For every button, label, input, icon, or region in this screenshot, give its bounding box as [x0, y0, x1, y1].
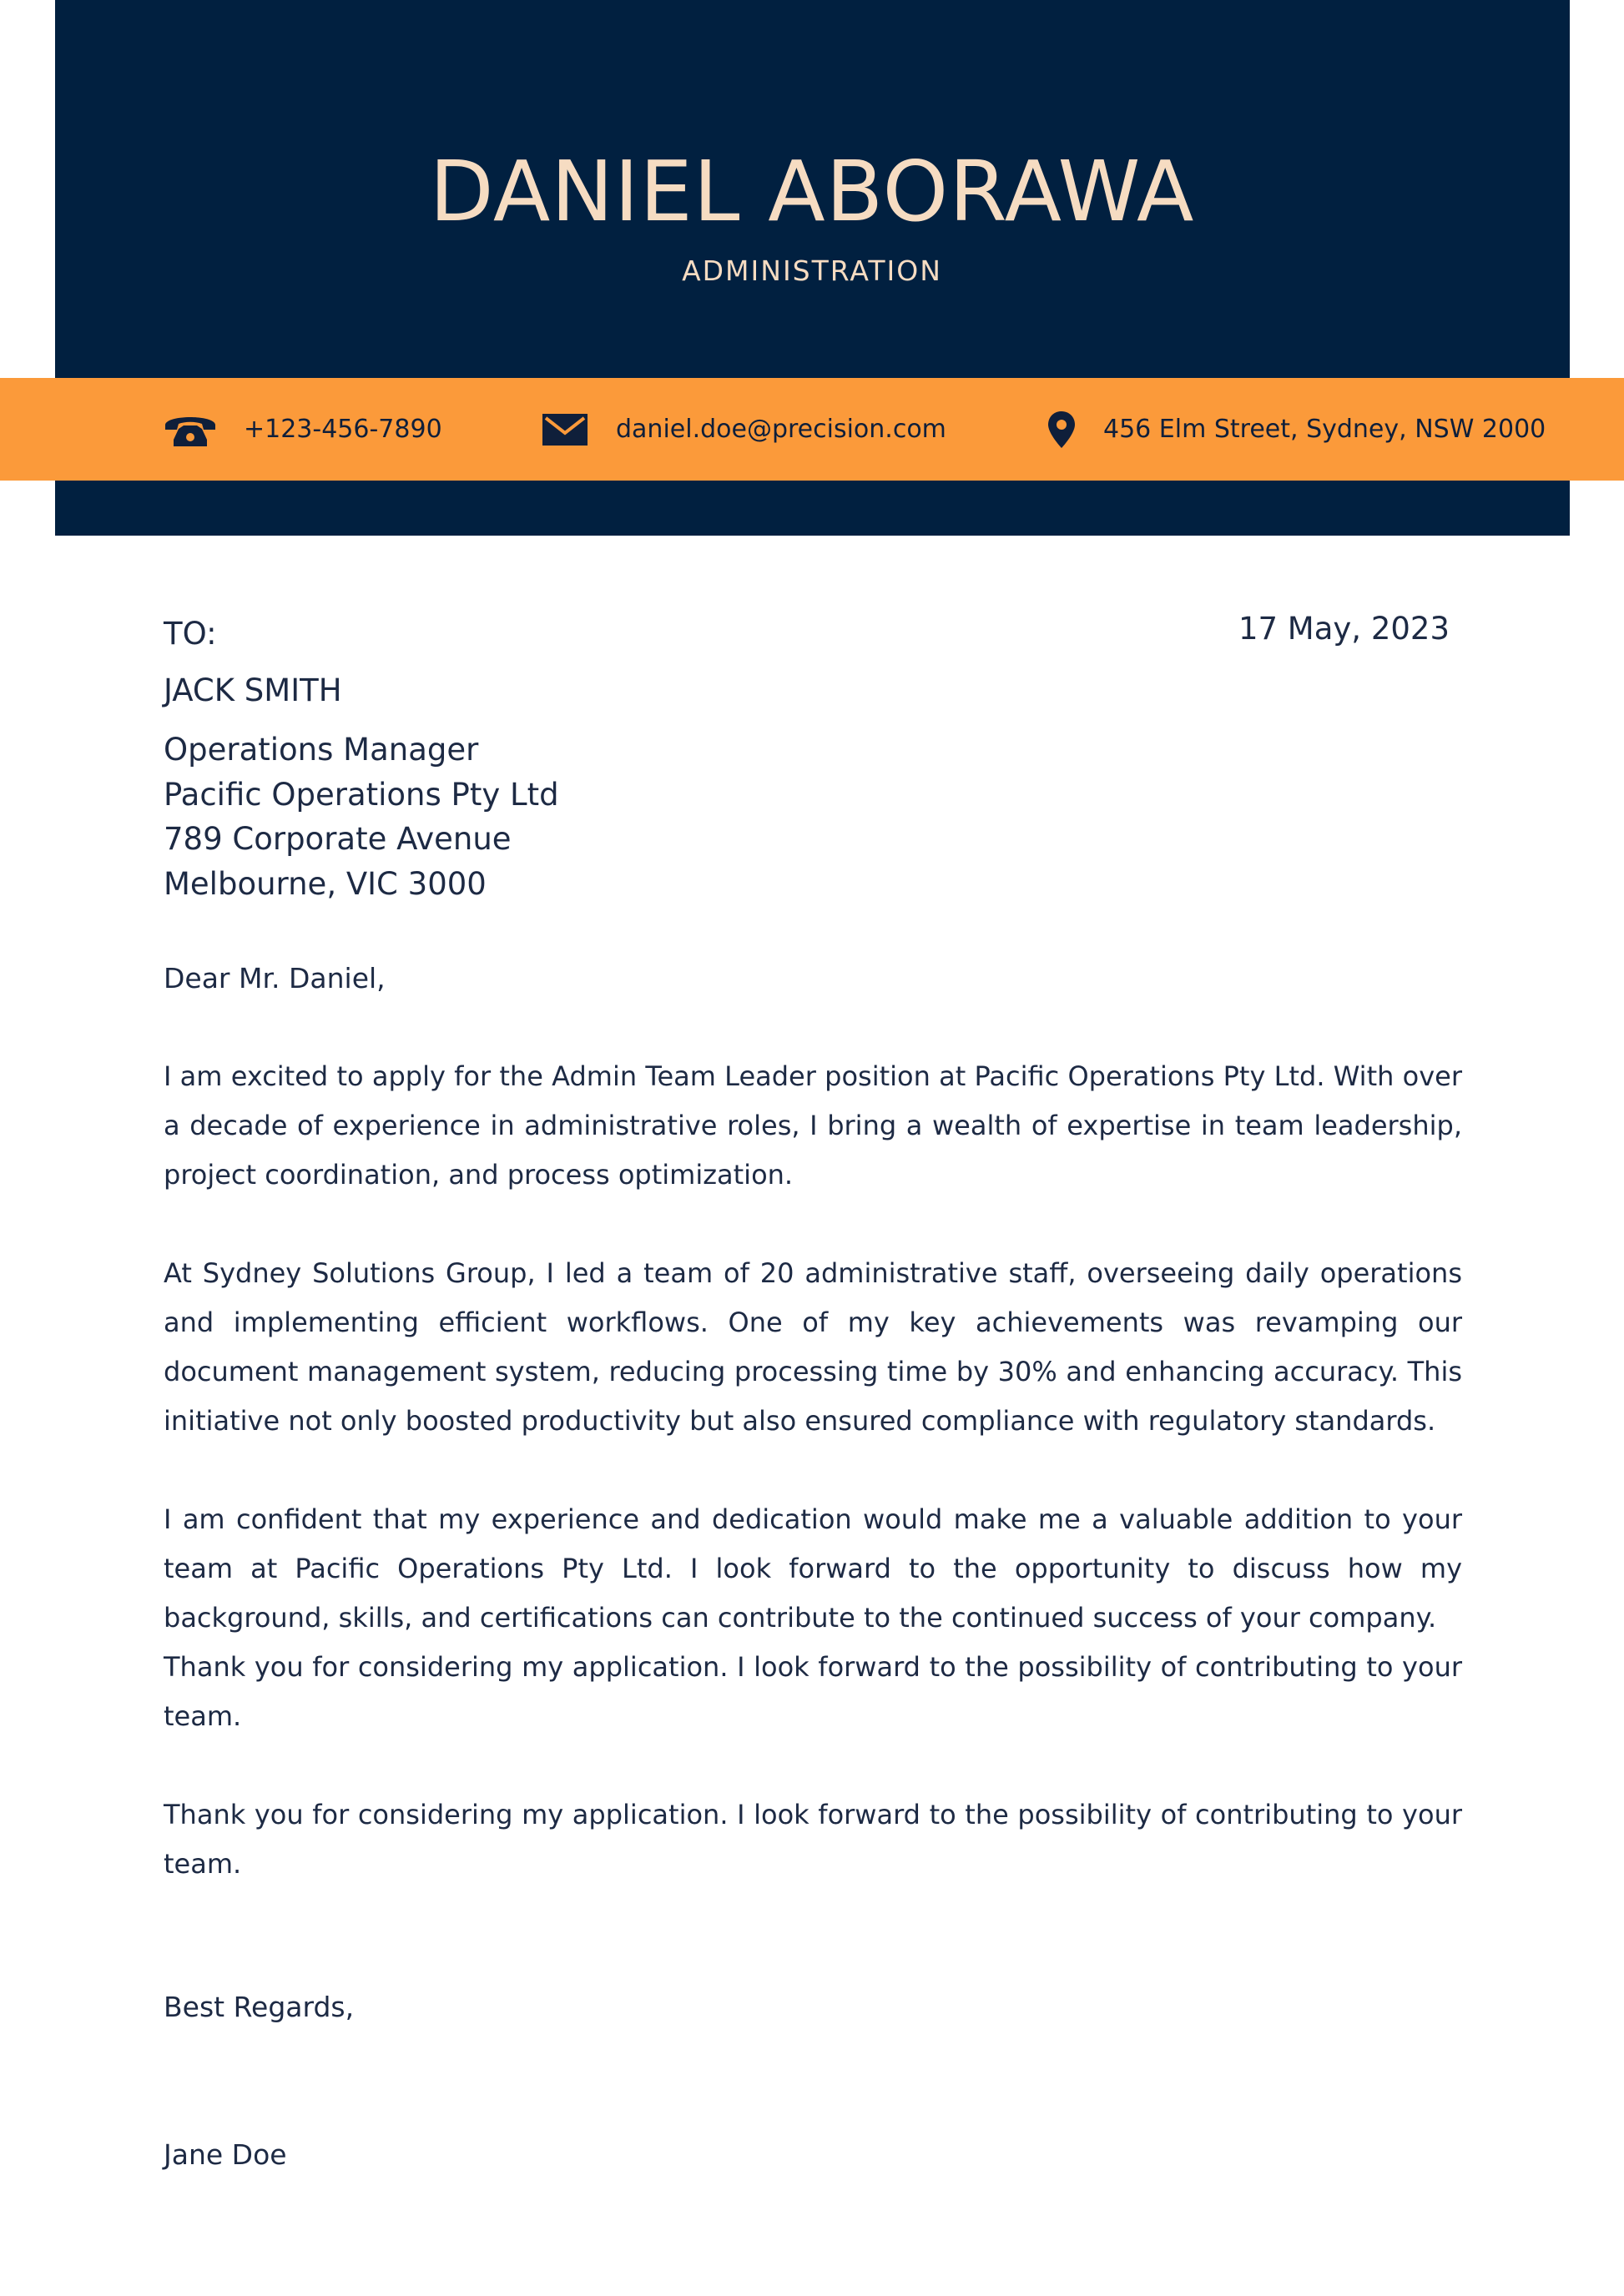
recipient-address-block: [164, 728, 915, 906]
phone-icon: [160, 411, 220, 448]
body-paragraph: I am excited to apply for the Admin Team Leader position at Pacific Operations Pty Ltd. With over a decade of experience in administrative roles, I bring a wealth of expertise in team leadership, project coordination, and process optimization.: [164, 1060, 1462, 1191]
contact-phone: [160, 378, 442, 481]
applicant-role: ADMINISTRATION: [682, 254, 942, 287]
recipient-title: Operations Manager: [164, 732, 479, 768]
recipient-street: 789 Corporate Avenue: [164, 821, 512, 857]
contact-address: [1045, 378, 1546, 481]
signature-name: Jane Doe: [164, 2138, 287, 2171]
body-paragraph: Thank you for considering my application. I look forward to the possibility of contributing to your team.: [164, 1651, 1462, 1732]
contact-bar: [0, 378, 1624, 481]
applicant-name: DANIEL ABORAWA: [429, 143, 1195, 240]
to-label: TO:: [164, 616, 217, 652]
map-pin-icon: [1045, 410, 1078, 449]
recipient-company: Pacific Operations Pty Ltd: [164, 776, 559, 813]
contact-email: [541, 378, 946, 481]
body-paragraph: Thank you for considering my application. I look forward to the possibility of contributing to your team.: [164, 1799, 1462, 1880]
letter-body: [164, 1052, 1462, 1889]
recipient-city: Melbourne, VIC 3000: [164, 865, 487, 902]
email-text: daniel.doe@precision.com: [616, 415, 946, 444]
envelope-icon: [541, 413, 589, 446]
salutation: Dear Mr. Daniel,: [164, 962, 386, 994]
recipient-name: JACK SMITH: [164, 672, 342, 708]
closing: Best Regards,: [164, 1991, 355, 2023]
letter-date: 17 May, 2023: [1238, 611, 1450, 647]
address-text: 456 Elm Street, Sydney, NSW 2000: [1103, 415, 1546, 444]
body-paragraph: At Sydney Solutions Group, I led a team of 20 administrative staff, overseeing daily operations and implementing efficient workflows. One of my key achievements was revamping our document management system, reducing processing time by 30% and enhancing accuracy. This initiative not only boosted productivity but also ensured compliance with regulatory standards.: [164, 1257, 1462, 1437]
body-paragraph: I am confident that my experience and dedication would make me a valuable addition to your team at Pacific Operations Pty Ltd. I look forward to the opportunity to discuss how my background, skills, and certifications can contribute to the continued success of your company.: [164, 1503, 1462, 1634]
phone-text: +123-456-7890: [244, 415, 442, 444]
